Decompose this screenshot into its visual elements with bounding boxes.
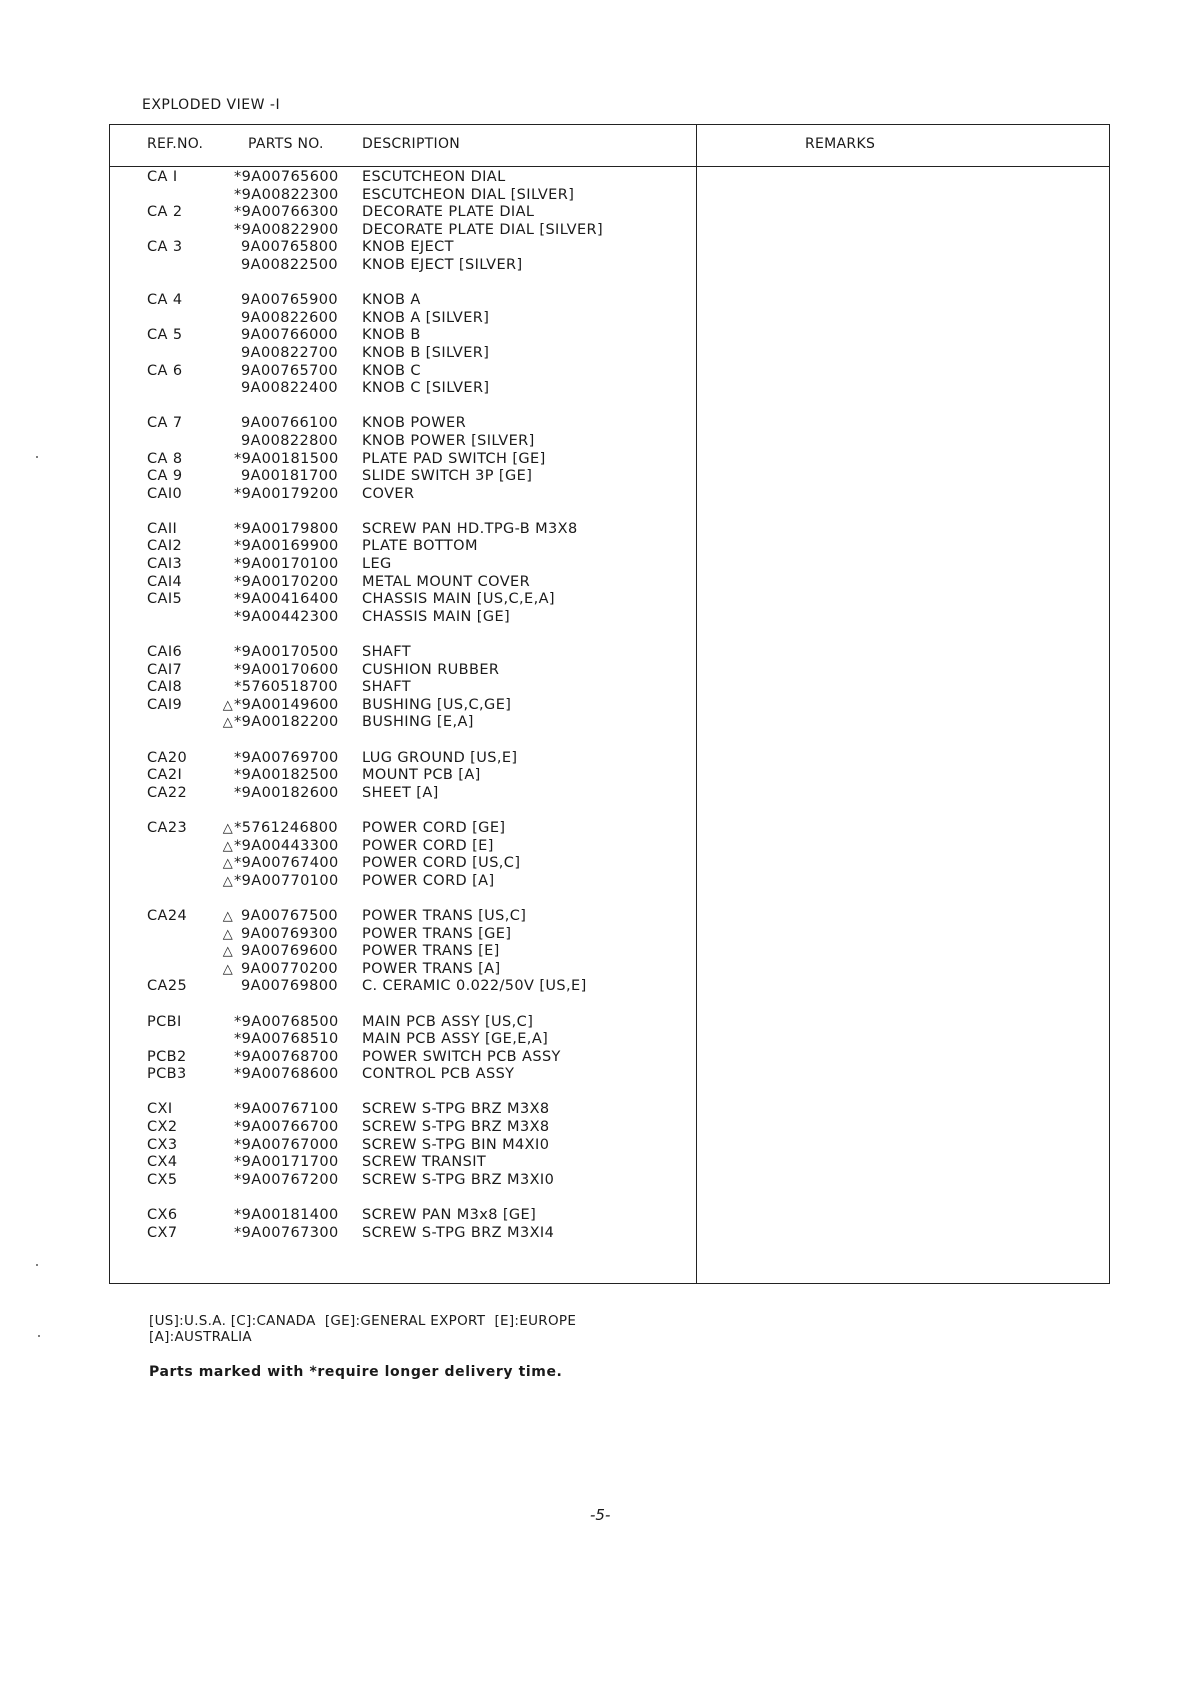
part-number: 9A00765900 [241,292,338,309]
part-number: *5760518700 [234,679,338,696]
part-number: *9A00149600 [234,696,339,713]
safety-mark-icon: △ [222,715,234,731]
table-row [110,855,696,873]
part-number: *9A00181400 [234,1207,339,1224]
table-row [110,838,696,856]
safety-mark-icon: △ [222,908,234,924]
description: LEG [362,556,392,573]
part-number: 9A00766000 [241,327,338,344]
part-number: 9A00769600 [241,943,338,960]
table-row [110,626,696,644]
ref-no: CA 7 [147,415,183,432]
table-row [110,644,696,662]
description: SHAFT [362,679,411,696]
ref-no: CA 5 [147,327,183,344]
table-row [110,926,696,944]
scan-speck [38,1335,40,1337]
table-row [110,292,696,310]
part-number: *9A00179200 [234,485,339,502]
description: MAIN PCB ASSY [US,C] [362,1013,534,1030]
part-number: *9A00170600 [234,661,339,678]
ref-no: CAI6 [147,644,183,661]
part-number: *5761246800 [234,819,338,836]
part-number: *9A00181500 [234,450,339,467]
ref-no: CA20 [147,749,188,766]
table-row [110,767,696,785]
header-ref-no: REF.NO. [147,136,204,152]
description: KNOB B [362,327,421,344]
column-divider [696,125,697,1283]
safety-mark-icon: △ [222,838,234,854]
description: POWER TRANS [GE] [362,925,512,942]
ref-no: CA 6 [147,362,183,379]
description: SCREW PAN HD.TPG-B M3X8 [362,520,578,537]
ref-no: CAII [147,520,178,537]
description: KNOB POWER [362,415,467,432]
part-number: *9A00169900 [234,538,339,555]
table-row [110,380,696,398]
ref-no: CA 2 [147,204,183,221]
safety-mark-icon: △ [222,944,234,960]
safety-mark-icon: △ [222,856,234,872]
part-number: 9A00769800 [241,978,338,995]
table-row [110,222,696,240]
table-row [110,1014,696,1032]
table-row [110,1137,696,1155]
region-legend-line-1: [US]:U.S.A. [C]:CANADA [GE]:GENERAL EXPORT [E]:EUROPE [149,1313,577,1329]
part-number: 9A00765700 [241,362,338,379]
description: SCREW S-TPG BRZ M3X8 [362,1101,550,1118]
header-divider [110,166,1109,167]
table-row [110,468,696,486]
part-number: 9A00769300 [241,925,338,942]
description: SCREW PAN M3x8 [GE] [362,1207,537,1224]
table-row [110,310,696,328]
part-number: *9A00822900 [234,221,339,238]
ref-no: CX2 [147,1119,178,1136]
description: MOUNT PCB [A] [362,767,481,784]
table-row [110,662,696,680]
table-row [110,1207,696,1225]
table-row [110,1189,696,1207]
ref-no: CA23 [147,819,188,836]
part-number: *9A00769700 [234,749,339,766]
ref-no: CA 9 [147,468,183,485]
description: POWER SWITCH PCB ASSY [362,1048,561,1065]
safety-mark-icon: △ [222,926,234,942]
table-row [110,750,696,768]
description: C. CERAMIC 0.022/50V [US,E] [362,978,587,995]
ref-no: CX3 [147,1136,178,1153]
table-row [110,978,696,996]
safety-mark-icon: △ [222,873,234,889]
part-number: *9A00171700 [234,1154,339,1171]
safety-mark-icon: △ [222,697,234,713]
parts-table [109,124,1110,1284]
scan-speck [36,456,38,458]
ref-no: CA I [147,169,178,185]
table-row [110,187,696,205]
part-number: *9A00442300 [234,608,339,625]
table-row [110,433,696,451]
description: POWER CORD [A] [362,872,495,889]
part-number: 9A00822600 [241,309,338,326]
page-number: -5- [590,1506,611,1524]
table-row [110,538,696,556]
table-row [110,204,696,222]
part-number: *9A00416400 [234,591,339,608]
description: SCREW TRANSIT [362,1154,487,1171]
table-row [110,1154,696,1172]
description: CONTROL PCB ASSY [362,1066,515,1083]
table-row [110,275,696,293]
table-row [110,591,696,609]
description: PLATE PAD SWITCH [GE] [362,450,546,467]
table-row [110,1049,696,1067]
description: ESCUTCHEON DIAL [SILVER] [362,186,575,203]
ref-no: CA 3 [147,239,183,256]
region-legend-line-2: [A]:AUSTRALIA [149,1329,252,1345]
ref-no: PCB3 [147,1066,187,1083]
description: DECORATE PLATE DIAL [SILVER] [362,221,604,238]
table-row [110,1066,696,1084]
ref-no: CAI9 [147,696,183,713]
table-row [110,785,696,803]
page-title: EXPLODED VIEW -I [142,97,281,113]
table-row [110,1172,696,1190]
ref-no: CA22 [147,784,188,801]
table-row [110,802,696,820]
description: POWER TRANS [A] [362,960,501,977]
part-number: *9A00765600 [234,169,339,185]
parts-rows [110,169,696,1242]
description: CUSHION RUBBER [362,661,500,678]
description: KNOB C [362,362,421,379]
part-number: 9A00822700 [241,344,338,361]
part-number: *9A00822300 [234,186,339,203]
description: BUSHING [E,A] [362,714,474,731]
description: DECORATE PLATE DIAL [362,204,535,221]
part-number: 9A00822500 [241,256,338,273]
part-number: *9A00767100 [234,1101,339,1118]
part-number: *9A00767200 [234,1171,339,1188]
ref-no: CAI0 [147,485,183,502]
description: POWER TRANS [US,C] [362,907,527,924]
part-number: *9A00770100 [234,872,339,889]
table-row [110,679,696,697]
part-number: 9A00767500 [241,907,338,924]
part-number: *9A00182500 [234,767,339,784]
part-number: *9A00182200 [234,714,339,731]
description: LUG GROUND [US,E] [362,749,518,766]
table-row [110,732,696,750]
description: KNOB B [SILVER] [362,344,490,361]
description: SLIDE SWITCH 3P [GE] [362,468,533,485]
table-row [110,943,696,961]
ref-no: CAI5 [147,591,183,608]
table-row [110,521,696,539]
part-number: 9A00766100 [241,415,338,432]
table-row [110,363,696,381]
ref-no: CA25 [147,978,188,995]
description: SHAFT [362,644,411,661]
part-number: 9A00770200 [241,960,338,977]
ref-no: CXI [147,1101,173,1118]
ref-no: CA 8 [147,450,183,467]
ref-no: CX7 [147,1224,178,1241]
table-row [110,327,696,345]
table-row [110,503,696,521]
table-row [110,1225,696,1243]
part-number: *9A00170500 [234,644,339,661]
part-number: *9A00767000 [234,1136,339,1153]
description: POWER CORD [US,C] [362,855,521,872]
table-row [110,398,696,416]
ref-no: CX5 [147,1171,178,1188]
safety-mark-icon: △ [222,820,234,836]
ref-no: CA 4 [147,292,183,309]
part-number: 9A00822800 [241,432,338,449]
header-remarks: REMARKS [805,136,876,152]
ref-no: CA24 [147,907,188,924]
delivery-note: Parts marked with *require longer delivery time. [149,1364,563,1380]
header-description: DESCRIPTION [362,136,461,152]
scan-speck [36,1264,38,1266]
table-row [110,1084,696,1102]
ref-no: CAI7 [147,661,183,678]
table-row [110,556,696,574]
table-row [110,345,696,363]
table-row [110,239,696,257]
table-row [110,697,696,715]
part-number: *9A00768510 [234,1031,339,1048]
part-number: 9A00181700 [241,468,338,485]
description: METAL MOUNT COVER [362,573,531,590]
ref-no: CA2I [147,767,183,784]
description: ESCUTCHEON DIAL [362,169,506,185]
table-row [110,1101,696,1119]
description: SCREW S-TPG BRZ M3XI4 [362,1224,555,1241]
description: POWER CORD [GE] [362,819,506,836]
ref-no: CAI8 [147,679,183,696]
header-parts-no: PARTS NO. [248,136,324,152]
part-number: *9A00768700 [234,1048,339,1065]
description: SCREW S-TPG BRZ M3X8 [362,1119,550,1136]
description: KNOB EJECT [362,239,454,256]
table-row [110,714,696,732]
part-number: *9A00768600 [234,1066,339,1083]
table-row [110,169,696,187]
table-row [110,873,696,891]
table-row [110,609,696,627]
part-number: *9A00768500 [234,1013,339,1030]
table-row [110,908,696,926]
region-legend [149,1313,576,1345]
part-number: *9A00767400 [234,855,339,872]
description: SCREW S-TPG BRZ M3XI0 [362,1171,555,1188]
part-number: *9A00182600 [234,784,339,801]
description: SHEET [A] [362,784,439,801]
description: COVER [362,485,415,502]
ref-no: CAI4 [147,573,183,590]
description: BUSHING [US,C,GE] [362,696,512,713]
description: CHASSIS MAIN [US,C,E,A] [362,591,555,608]
table-row [110,574,696,592]
table-row [110,1031,696,1049]
part-number: *9A00766700 [234,1119,339,1136]
safety-mark-icon: △ [222,961,234,977]
part-number: *9A00170200 [234,573,339,590]
part-number: *9A00766300 [234,204,339,221]
description: MAIN PCB ASSY [GE,E,A] [362,1031,549,1048]
table-row [110,890,696,908]
description: KNOB EJECT [SILVER] [362,256,523,273]
ref-no: PCBI [147,1013,182,1030]
description: POWER CORD [E] [362,837,494,854]
ref-no: CX6 [147,1207,178,1224]
description: POWER TRANS [E] [362,943,500,960]
table-row [110,820,696,838]
ref-no: CX4 [147,1154,178,1171]
description: KNOB POWER [SILVER] [362,432,535,449]
ref-no: CAI2 [147,538,183,555]
table-row [110,486,696,504]
part-number: *9A00767300 [234,1224,339,1241]
ref-no: PCB2 [147,1048,187,1065]
part-number: *9A00443300 [234,837,339,854]
description: KNOB A [362,292,421,309]
description: KNOB A [SILVER] [362,309,490,326]
part-number: *9A00170100 [234,556,339,573]
table-row [110,1119,696,1137]
part-number: 9A00822400 [241,380,338,397]
description: KNOB C [SILVER] [362,380,490,397]
table-row [110,996,696,1014]
part-number: *9A00179800 [234,520,339,537]
table-row [110,415,696,433]
table-row [110,257,696,275]
description: SCREW S-TPG BIN M4XI0 [362,1136,550,1153]
part-number: 9A00765800 [241,239,338,256]
table-row [110,961,696,979]
description: PLATE BOTTOM [362,538,478,555]
description: CHASSIS MAIN [GE] [362,608,511,625]
ref-no: CAI3 [147,556,183,573]
table-row [110,451,696,469]
